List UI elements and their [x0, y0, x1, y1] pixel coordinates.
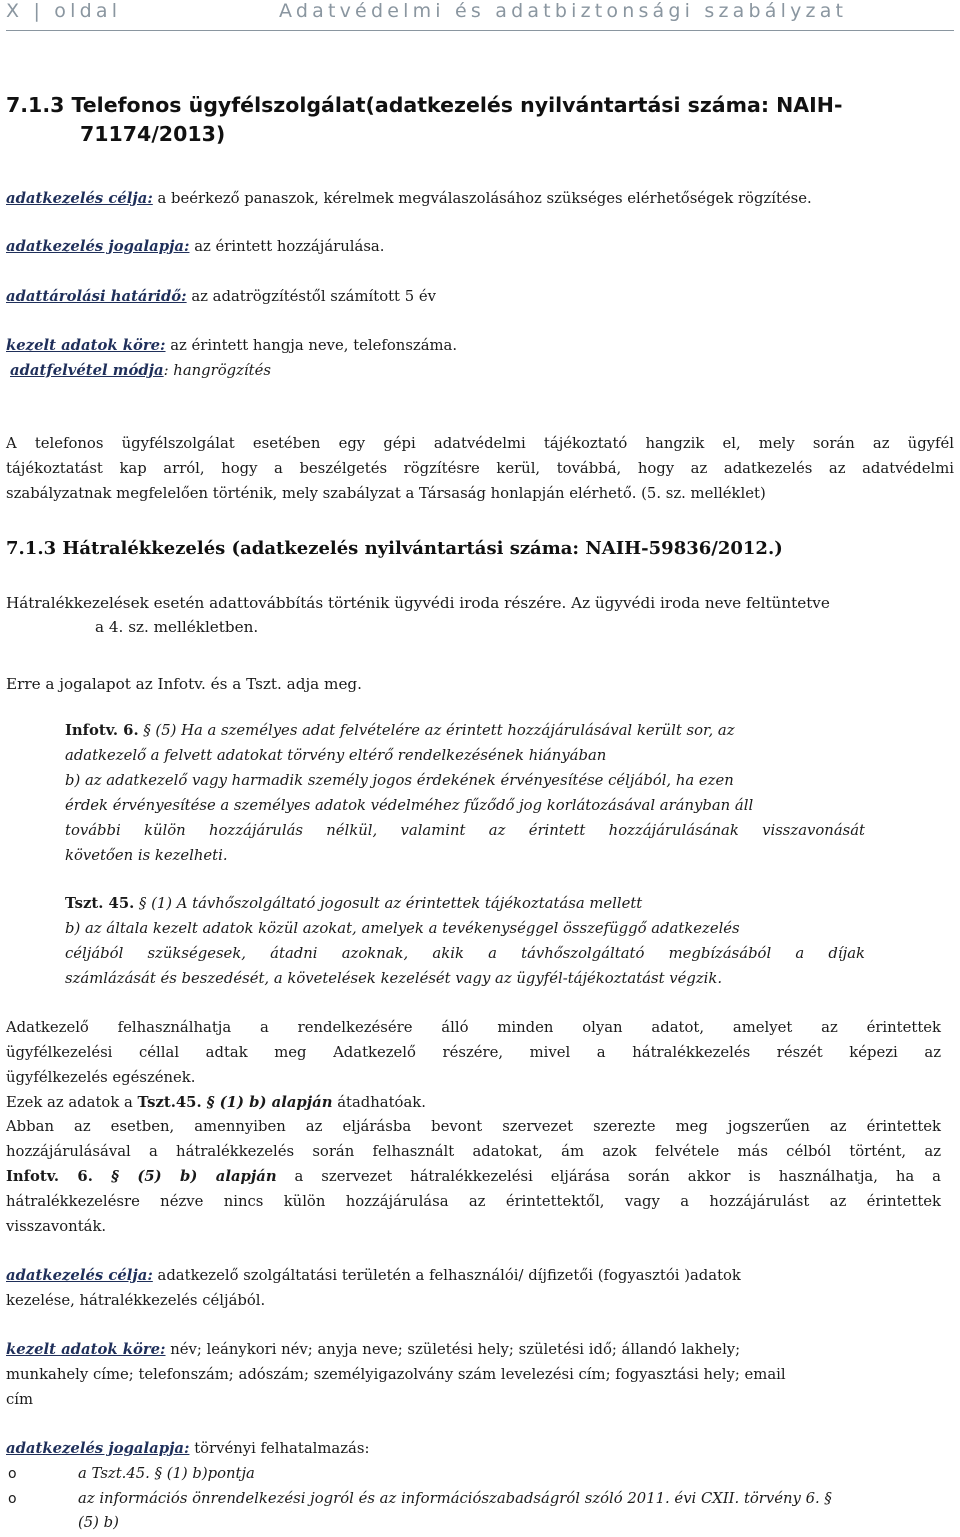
purpose-row	[6, 1266, 741, 1286]
intro-line: a 4. sz. mellékletben.	[95, 618, 259, 636]
bullet-item: a Tszt.45. § (1) b)pontja	[78, 1465, 255, 1482]
retention-label: adattárolási határidő:	[6, 288, 187, 305]
section-heading-telefonos-cont: 71174/2013)	[80, 122, 226, 146]
paragraph-line: tájékoztatást kap arról, hogy a beszélgetés rögzítésre kerül, továbbá, hogy az adatkezelés az adatvédelmi	[6, 460, 954, 477]
purpose-text: adatkezelő szolgáltatási területén a felhasználói/ díjfizetői (fogyasztói )adatok	[152, 1267, 741, 1284]
paragraph-line: ügyfélkezelés egészének.	[6, 1069, 196, 1086]
data-scope-row	[6, 1340, 740, 1360]
paragraph-line: Adatkezelő felhasználhatja a rendelkezésére álló minden olyan adatot, amelyet az érintettek	[6, 1019, 941, 1036]
data-scope-label: kezelt adatok köre:	[6, 337, 166, 354]
data-scope-row-cont: cím	[6, 1391, 34, 1408]
retention-row	[6, 287, 436, 307]
purpose-label: adatkezelés célja:	[6, 1267, 153, 1284]
quote-tszt-ref: Tszt. 45.	[65, 895, 135, 912]
bullet-item-cont: (5) b)	[78, 1514, 119, 1531]
paragraph-line: hozzájárulásával a hátralékkezelés során felhasznált adatokat, ám azok felvétele más célból történt, az	[6, 1143, 941, 1160]
quote-tszt-line: számlázását és beszedését, a követelések kezelését vagy az ügyfél-tájékoztatást végzik.	[65, 970, 723, 987]
quote-infotv-line: b) az adatkezelő vagy harmadik személy jogos érdekének érvényesítése céljából, ha ezen	[65, 772, 734, 789]
text-run: Infotv. 6.	[6, 1168, 93, 1185]
data-scope-row	[6, 336, 457, 356]
collection-method-text: : hangrögzítés	[163, 362, 271, 379]
legal-basis-row	[6, 1439, 369, 1459]
legal-basis-statement: Erre a jogalapot az Infotv. és a Tszt. adja meg.	[6, 675, 362, 693]
section-heading-hatralek: 7.1.3 Hátralékkezelés (adatkezelés nyilvántartási száma: NAIH-59836/2012.)	[6, 538, 783, 559]
purpose-text: a beérkező panaszok, kérelmek megválaszolásához szükséges elérhetőségek rögzítése.	[152, 190, 812, 207]
paragraph-line	[6, 1167, 941, 1187]
legal-basis-text: törvényi felhatalmazás:	[189, 1440, 370, 1457]
quote-infotv-line: további külön hozzájárulás nélkül, valamint az érintett hozzájárulásának visszavonását	[65, 822, 865, 839]
data-scope-label: kezelt adatok köre:	[6, 1341, 166, 1358]
purpose-label: adatkezelés célja:	[6, 190, 153, 207]
data-scope-text: az érintett hangja neve, telefonszáma.	[165, 337, 458, 354]
text-run: átadhatóak.	[332, 1094, 426, 1111]
legal-basis-label: adatkezelés jogalapja:	[6, 1440, 190, 1457]
retention-text: az adatrögzítéstől számított 5 év	[186, 288, 436, 305]
collection-method-row	[10, 361, 271, 381]
paragraph-line	[6, 1093, 426, 1113]
quote-text: § (5) Ha a személyes adat felvételére az érintett hozzájárulásával került sor, az	[138, 722, 735, 739]
quote-infotv-line: adatkezelő a felvett adatokat törvény eltérő rendelkezésének hiányában	[65, 747, 607, 764]
bullet-marker: o	[8, 1466, 17, 1482]
page-number-label: X | oldal	[6, 0, 122, 22]
data-scope-text: név; leánykori név; anyja neve; születési hely; születési idő; állandó lakhely;	[165, 1341, 741, 1358]
paragraph-line: visszavonták.	[6, 1218, 107, 1235]
paragraph-line: hátralékkezelésre nézve nincs külön hozzájárulása az érintettektől, vagy a hozzájárulást az érintettek	[6, 1193, 941, 1210]
purpose-row	[6, 189, 812, 209]
document-title: Adatvédelmi és adatbiztonsági szabályzat	[279, 0, 848, 22]
section-heading-telefonos: 7.1.3 Telefonos ügyfélszolgálat(adatkezelés nyilvántartási száma: NAIH-	[6, 93, 843, 117]
quote-infotv-line	[65, 721, 735, 741]
quote-infotv-line: követően is kezelheti.	[65, 847, 228, 864]
quote-tszt-line: b) az általa kezelt adatok közül azokat, amelyek a tevékenységgel összefüggő adatkezelés	[65, 920, 740, 937]
paragraph-line: Abban az esetben, amennyiben az eljárásba bevont szervezet szerezte meg jogszerűen az érintettek	[6, 1118, 941, 1135]
paragraph-line: szabályzatnak megfelelően történik, mely szabályzat a Társaság honlapján elérhető. (5. sz. melléklet)	[6, 485, 766, 502]
quote-tszt-line: céljából szükségesek, átadni azoknak, akik a távhőszolgáltató megbízásából a díjak	[65, 945, 865, 962]
purpose-row-cont: kezelése, hátralékkezelés céljából.	[6, 1292, 266, 1309]
bullet-marker: o	[8, 1491, 17, 1507]
page-header	[6, 0, 848, 22]
text-run: Tszt.45.	[137, 1094, 202, 1111]
text-run: a szervezet hátralékkezelési eljárása során akkor is használhatja, ha a	[276, 1168, 941, 1185]
paragraph-line: A telefonos ügyfélszolgálat esetében egy gépi adatvédelmi tájékoztató hangzik el, mely során az ügyfél	[6, 435, 954, 452]
text-run: § (5) b) alapján	[92, 1168, 277, 1185]
quote-tszt-line	[65, 894, 642, 914]
legal-basis-label: adatkezelés jogalapja:	[6, 238, 190, 255]
text-run: Ezek az adatok a	[6, 1094, 138, 1111]
paragraph-line: ügyfélkezelési céllal adtak meg Adatkezelő részére, mivel a hátralékkezelés részét képezi az	[6, 1044, 941, 1061]
collection-method-label: adatfelvétel módja	[10, 362, 164, 379]
quote-text: § (1) A távhőszolgáltató jogosult az érintettek tájékoztatása mellett	[134, 895, 643, 912]
bullet-item: az információs önrendelkezési jogról és az információszabadságról szóló 2011. évi CXII. törvény 6. §	[78, 1490, 832, 1507]
legal-basis-row	[6, 237, 384, 257]
legal-basis-text: az érintett hozzájárulása.	[189, 238, 385, 255]
header-divider	[6, 30, 954, 31]
quote-infotv-line: érdek érvényesítése a személyes adatok védelméhez fűződő jog korlátozásával arányban áll	[65, 797, 754, 814]
quote-infotv-ref: Infotv. 6.	[65, 722, 139, 739]
data-scope-row-cont: munkahely címe; telefonszám; adószám; személyigazolvány szám levelezési cím; fogyasztási hely; email	[6, 1366, 786, 1383]
intro-line: Hátralékkezelések esetén adattovábbítás történik ügyvédi iroda részére. Az ügyvédi iroda neve feltüntetve	[6, 594, 830, 612]
text-run: § (1) b) alapján	[201, 1094, 333, 1111]
